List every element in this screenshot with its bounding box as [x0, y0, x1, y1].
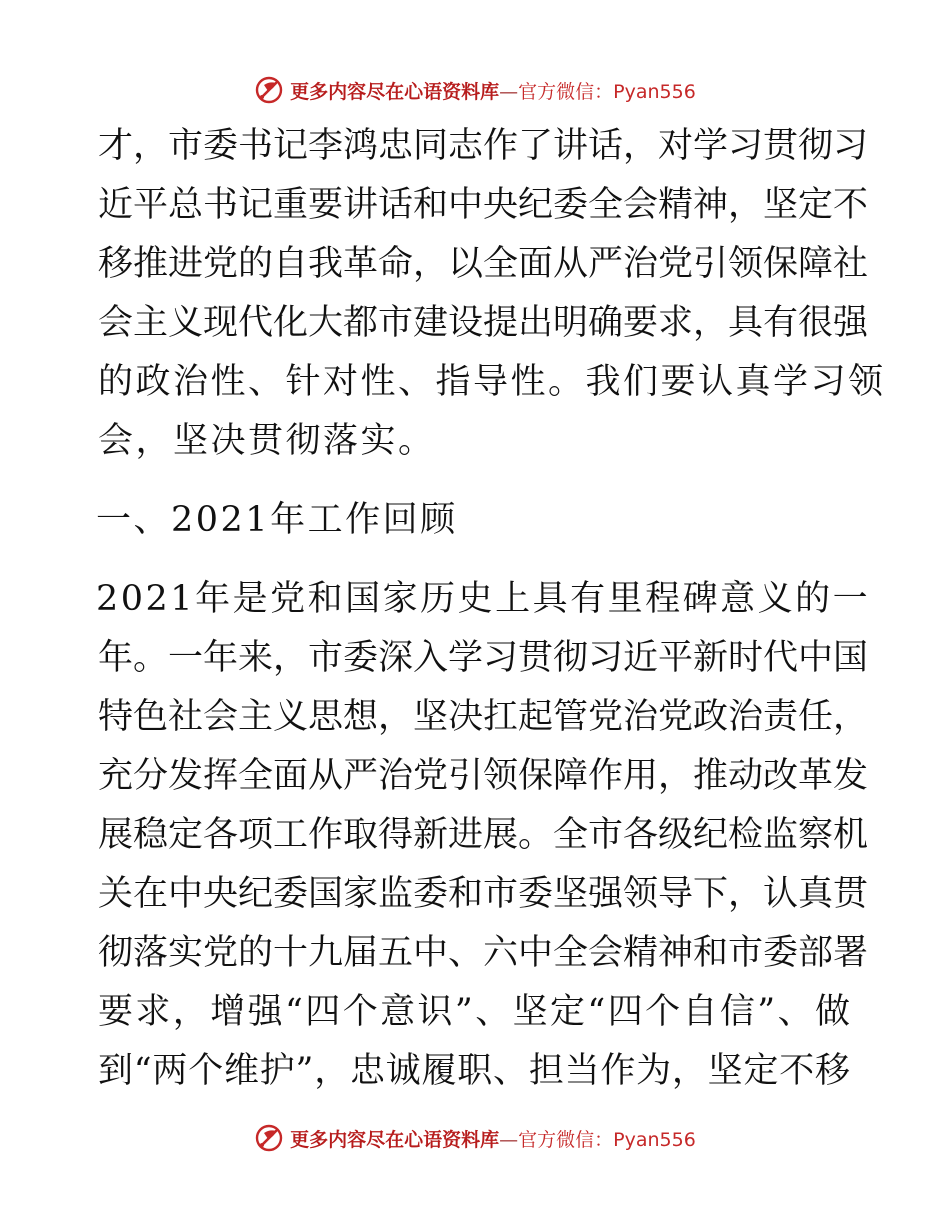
section-heading: 一、2021年工作回顾	[96, 500, 458, 540]
text-line: 才，市委书记李鸿忠同志作了讲话，对学习贯彻习	[98, 126, 869, 166]
banner-wechat-text: 官方微信：Pyan556	[518, 80, 696, 103]
text-line: 的政治性、针对性、指导性。我们要认真学习领	[98, 362, 886, 402]
quill-logo-icon	[254, 1123, 284, 1153]
banner-brand-text: 更多内容尽在心语资料库	[290, 1128, 500, 1151]
text-line: 移推进党的自我革命，以全面从严治党引领保障社	[98, 244, 869, 284]
text-line: 近平总书记重要讲话和中央纪委全会精神，坚定不	[98, 185, 869, 225]
text-line: 会，坚决贯彻落实。	[98, 421, 436, 461]
banner-dash: —	[499, 1128, 519, 1151]
text-line: 展稳定各项工作取得新进展。全市各级纪检监察机	[98, 815, 869, 855]
text-line: 2021年是党和国家历史上具有里程碑意义的一	[96, 579, 871, 619]
text-line: 彻落实党的十九届五中、六中全会精神和市委部署	[98, 933, 869, 973]
text-line: 会主义现代化大都市建设提出明确要求，具有很强	[98, 303, 869, 343]
header-banner	[0, 70, 950, 110]
text-line: 到“两个维护”，忠诚履职、担当作为，坚定不移	[98, 1051, 850, 1091]
banner-brand-text: 更多内容尽在心语资料库	[290, 80, 500, 103]
quill-logo-icon	[254, 75, 284, 105]
text-line: 关在中央纪委国家监委和市委坚强领导下，认真贯	[98, 874, 869, 914]
text-line: 特色社会主义思想，坚决扛起管党治党政治责任，	[98, 697, 869, 737]
banner-wechat-text: 官方微信：Pyan556	[518, 1128, 696, 1151]
footer-banner	[0, 1118, 950, 1158]
text-line: 年。一年来，市委深入学习贯彻习近平新时代中国	[98, 638, 869, 678]
banner-dash: —	[499, 80, 519, 103]
text-line: 要求，增强“四个意识”、坚定“四个自信”、做	[98, 992, 850, 1032]
text-line: 充分发挥全面从严治党引领保障作用，推动改革发	[98, 756, 869, 796]
